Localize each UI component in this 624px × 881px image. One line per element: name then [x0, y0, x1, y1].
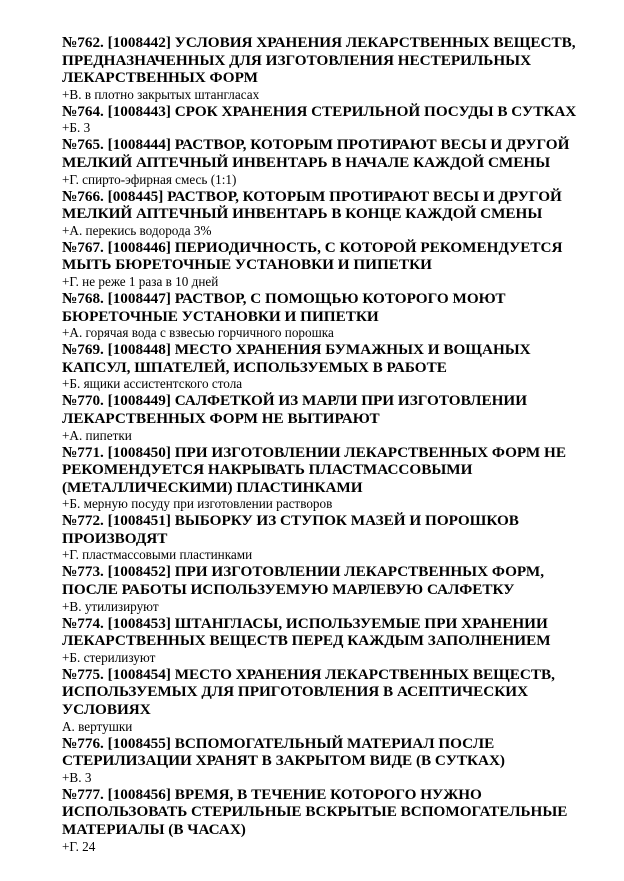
answer-text: +В. в плотно закрытых штангласах	[62, 86, 260, 102]
question-text: №764. [1008443] СРОК ХРАНЕНИЯ СТЕРИЛЬНОЙ ПОСУДЫ В СУТКАХ	[62, 102, 577, 120]
answer-text: +Г. 24	[62, 838, 96, 854]
answer-text: +А. перекись водорода 3%	[62, 222, 212, 238]
document-page	[62, 34, 592, 855]
question-text: №770. [1008449] САЛФЕТКОЙ ИЗ МАРЛИ ПРИ ИЗГОТОВЛЕНИИ ЛЕКАРСТВЕННЫХ ФОРМ НЕ ВЫТИРАЮТ	[62, 392, 528, 427]
question-text: №762. [1008442] УСЛОВИЯ ХРАНЕНИЯ ЛЕКАРСТВЕННЫХ ВЕЩЕСТВ, ПРЕДНАЗНАЧЕННЫХ ДЛЯ ИЗГОТОВЛЕНИЯ НЕСТЕРИЛЬНЫХ ЛЕКАРСТВЕННЫХ ФОРМ	[62, 34, 576, 87]
answer-text: +В. 3	[62, 769, 92, 785]
answer-text: +Г. спирто-эфирная смесь (1:1)	[62, 171, 237, 187]
answer-text: +А. пипетки	[62, 427, 132, 443]
question-text: №771. [1008450] ПРИ ИЗГОТОВЛЕНИИ ЛЕКАРСТВЕННЫХ ФОРМ НЕ РЕКОМЕНДУЕТСЯ НАКРЫВАТЬ ПЛАСТМАССОВЫМИ (МЕТАЛЛИЧЕСКИМИ) ПЛАСТИНКАМИ	[62, 443, 566, 496]
question-text: №777. [1008456] ВРЕМЯ, В ТЕЧЕНИЕ КОТОРОГО НУЖНО ИСПОЛЬЗОВАТЬ СТЕРИЛЬНЫЕ ВСКРЫТЫЕ ВСПОМОГАТЕЛЬНЫЕ МАТЕРИАЛЫ (В ЧАСАХ)	[62, 785, 568, 838]
question-text: №768. [1008447] РАСТВОР, С ПОМОЩЬЮ КОТОРОГО МОЮТ БЮРЕТОЧНЫЕ УСТАНОВКИ И ПИПЕТКИ	[62, 289, 506, 325]
question-text: №773. [1008452] ПРИ ИЗГОТОВЛЕНИИ ЛЕКАРСТВЕННЫХ ФОРМ, ПОСЛЕ РАБОТЫ ИСПОЛЬЗУЕМУЮ МАРЛЕВУЮ САЛФЕТКУ	[62, 563, 545, 599]
question-text: №776. [1008455] ВСПОМОГАТЕЛЬНЫЙ МАТЕРИАЛ ПОСЛЕ СТЕРИЛИЗАЦИИ ХРАНЯТ В ЗАКРЫТОМ ВИДЕ (В СУТКАХ)	[62, 734, 505, 770]
question-text: №775. [1008454] МЕСТО ХРАНЕНИЯ ЛЕКАРСТВЕННЫХ ВЕЩЕСТВ, ИСПОЛЬЗУЕМЫХ ДЛЯ ПРИГОТОВЛЕНИЯ В АСЕПТИЧЕСКИХ УСЛОВИЯХ	[62, 665, 555, 719]
question-775	[62, 666, 592, 735]
answer-text: +А. горячая вода с взвесью горчичного порошка	[62, 325, 334, 341]
answer-text: +Г. пластмассовыми пластинками	[62, 547, 253, 563]
answer-text: +Г. не реже 1 раза в 10 дней	[62, 273, 219, 289]
question-777	[62, 786, 592, 855]
question-767	[62, 239, 592, 290]
question-text: №765. [1008444] РАСТВОР, КОТОРЫМ ПРОТИРАЮТ ВЕСЫ И ДРУГОЙ МЕЛКИЙ АПТЕЧНЫЙ ИНВЕНТАРЬ В НАЧАЛЕ КАЖДОЙ СМЕНЫ	[62, 136, 570, 171]
question-772	[62, 512, 592, 563]
question-764	[62, 103, 592, 137]
question-768	[62, 290, 592, 341]
question-773	[62, 563, 592, 614]
question-776	[62, 735, 592, 786]
answer-text: А. вертушки	[62, 718, 133, 734]
question-771	[62, 444, 592, 513]
question-762	[62, 34, 592, 103]
question-770	[62, 392, 592, 443]
question-774	[62, 615, 592, 666]
question-text: №769. [1008448] МЕСТО ХРАНЕНИЯ БУМАЖНЫХ И ВОЩАНЫХ КАПСУЛ, ШПАТЕЛЕЙ, ИСПОЛЬЗУЕМЫХ В РАБОТЕ	[62, 341, 531, 376]
question-766	[62, 188, 592, 239]
answer-text: +Б. 3	[62, 120, 91, 136]
answer-text: +Б. мерную посуду при изготовлении растворов	[62, 496, 333, 512]
question-text: №774. [1008453] ШТАНГЛАСЫ, ИСПОЛЬЗУЕМЫЕ ПРИ ХРАНЕНИИ ЛЕКАРСТВЕННЫХ ВЕЩЕСТВ ПЕРЕД КАЖДЫМ ЗАПОЛНЕНИЕМ	[62, 614, 551, 650]
question-769	[62, 341, 592, 392]
question-text: №772. [1008451] ВЫБОРКУ ИЗ СТУПОК МАЗЕЙ И ПОРОШКОВ ПРОИЗВОДЯТ	[62, 512, 519, 547]
question-text: №766. [008445] РАСТВОР, КОТОРЫМ ПРОТИРАЮТ ВЕСЫ И ДРУГОЙ МЕЛКИЙ АПТЕЧНЫЙ ИНВЕНТАРЬ В КОНЦЕ КАЖДОЙ СМЕНЫ	[62, 187, 562, 223]
answer-text: +В. утилизируют	[62, 598, 159, 614]
question-765	[62, 136, 592, 187]
answer-text: +Б. стерилизуют	[62, 649, 156, 665]
answer-text: +Б. ящики ассистентского стола	[62, 376, 243, 392]
question-text: №767. [1008446] ПЕРИОДИЧНОСТЬ, С КОТОРОЙ РЕКОМЕНДУЕТСЯ МЫТЬ БЮРЕТОЧНЫЕ УСТАНОВКИ И ПИПЕТКИ	[62, 238, 563, 274]
